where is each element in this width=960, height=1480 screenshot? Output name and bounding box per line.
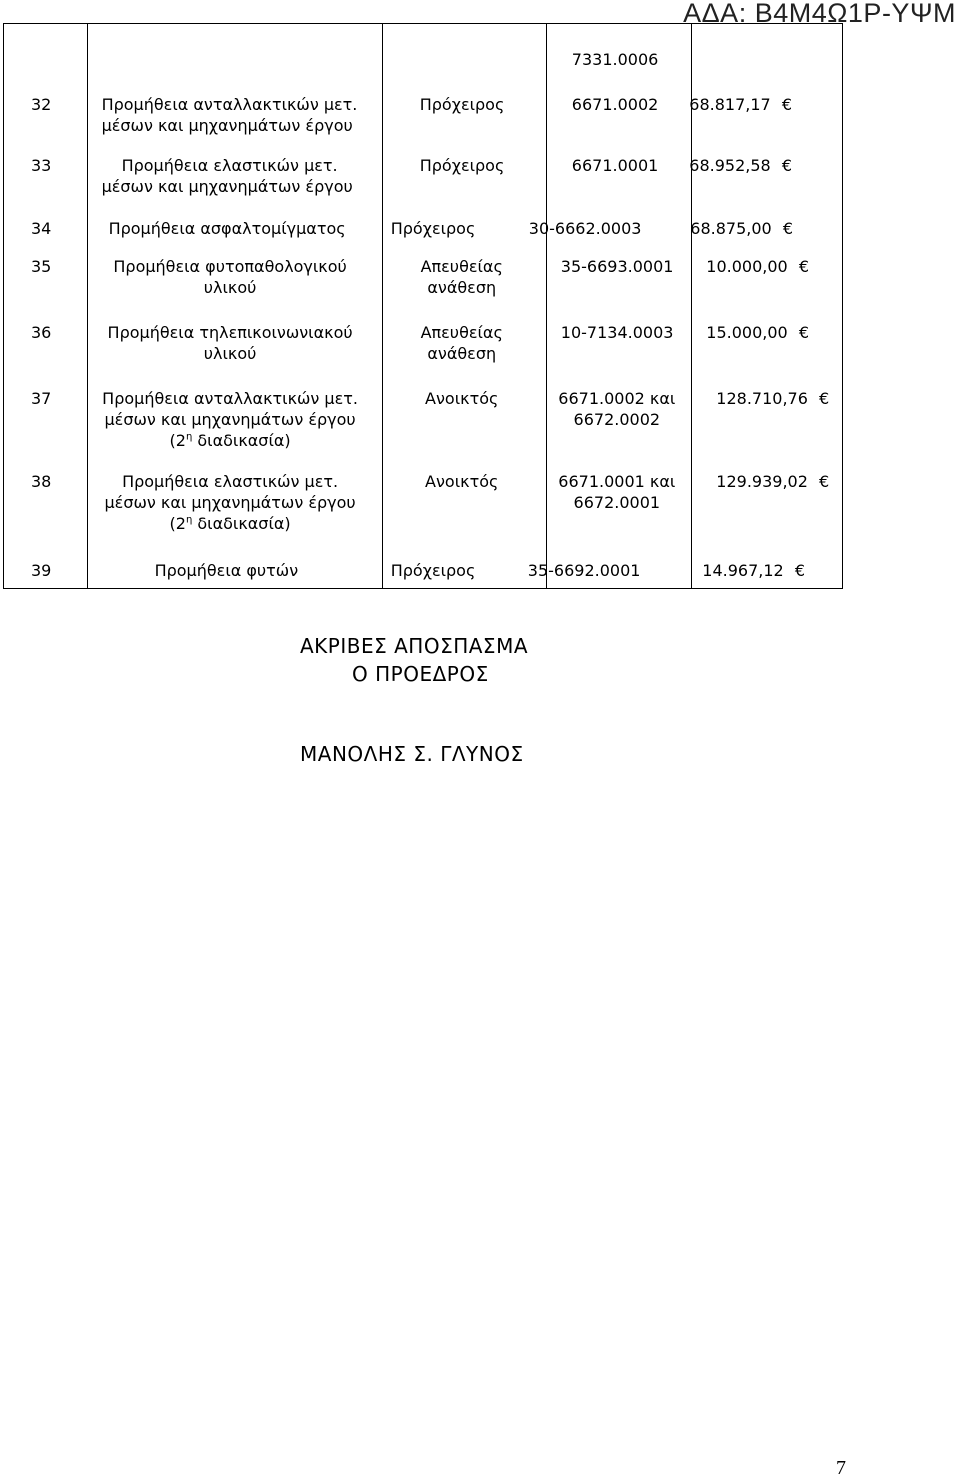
description-line: Προμήθεια ελαστικών μετ. [121,155,338,175]
description-line: Προμήθεια φυτών [154,560,299,580]
amount-value: 10.000,00 [706,256,788,276]
code-cell: 35-6693.0001 [560,256,674,276]
signer-name: ΜΑΝΟΛΗΣ Σ. ΓΛΥΝΟΣ [300,742,524,766]
code-line: 6671.0001 και [558,471,676,491]
code-line: 6672.0002 [573,409,661,429]
procedure-line: Απευθείας [420,256,503,276]
euro-icon: € [798,322,810,342]
table-row [4,552,843,589]
table-row [4,317,843,381]
amount-cell [690,218,793,239]
description-line: Προμήθεια ασφαλτομίγματος [108,218,346,238]
row-number: 36 [31,322,52,342]
description-line: μέσων και μηχανημάτων έργου [104,492,356,512]
euro-icon: € [819,471,830,491]
euro-icon: € [781,155,793,175]
amount-cell [702,560,805,581]
procedure-cell: Πρόχειρος [390,560,476,580]
amount-cell [706,322,809,343]
table-row [4,208,843,251]
code-cell: 6671.0002 [571,94,659,114]
president-title: Ο ΠΡΟΕΔΡΟΣ [352,662,489,686]
euro-icon: € [781,94,793,114]
row-number: 39 [31,560,52,580]
procedure-cell: Πρόχειρος [419,94,505,114]
row-number: 32 [31,94,52,114]
description-line: ($2^\eta$ διαδικασία) [169,513,291,533]
amount-value: 68.875,00 [690,218,772,238]
code-cell: 30-6662.0003 [528,218,642,238]
description-line: υλικού [203,343,257,363]
procedure-line: ανάθεση [427,277,497,297]
description-line: μέσων και μηχανημάτων έργου [101,176,353,196]
euro-icon: € [794,560,806,580]
amount-cell [716,388,829,409]
ada-watermark: ΑΔΑ: Β4Μ4Ω1Ρ-ΥΨΜ [683,0,956,28]
procedure-cell: Ανοικτός [425,388,499,408]
euro-icon: € [819,388,830,408]
table-row [4,24,843,80]
description-line: Προμήθεια τηλεπικοινωνιακού [107,322,353,342]
procedure-cell: Πρόχειρος [419,155,505,175]
code-line: 6671.0002 και [558,388,676,408]
amount-value: 68.817,17 [689,94,771,114]
procedure-line: ανάθεση [427,343,497,363]
description-line: μέσων και μηχανημάτων έργου [104,409,356,429]
table-row [4,144,843,208]
amount-value: 14.967,12 [702,560,784,580]
description-line: Προμήθεια ανταλλακτικών μετ. [101,94,358,114]
certified-extract-heading: ΑΚΡΙΒΕΣ ΑΠΟΣΠΑΣΜΑ [300,634,529,658]
row-number: 34 [31,218,52,238]
code-cell: 6671.0001 [571,155,659,175]
euro-icon: € [782,218,794,238]
row-number: 38 [31,471,52,491]
amount-value: 128.710,76 [716,388,808,408]
amount-cell [706,256,809,277]
row-number: 37 [31,388,52,408]
amount-cell [689,155,792,176]
procedure-cell: Ανοικτός [425,471,499,491]
amount-cell [689,94,792,115]
description-line: Προμήθεια ανταλλακτικών μετ. [102,388,358,408]
euro-icon: € [798,256,810,276]
description-line: ($2^\eta$ διαδικασία) [169,430,291,450]
code-cell: 10-7134.0003 [560,322,674,342]
description-line: υλικού [203,277,257,297]
amount-value: 15.000,00 [706,322,788,342]
description-line: Προμήθεια φυτοπαθολογικού [113,256,347,276]
procedure-cell: Πρόχειρος [390,218,476,238]
description-line: Προμήθεια ελαστικών μετ. [122,471,339,491]
code-cell: 35-6692.0001 [527,560,641,580]
procurement-table [3,23,843,589]
code-cell: 7331.0006 [571,50,659,69]
amount-value: 129.939,02 [716,471,808,491]
table-row [4,251,843,317]
row-number: 35 [31,256,52,276]
description-line: μέσων και μηχανημάτων έργου [101,115,353,135]
row-number: 33 [31,155,52,175]
amount-value: 68.952,58 [689,155,771,175]
table-row [4,80,843,144]
code-line: 6672.0001 [573,492,661,512]
procedure-line: Απευθείας [420,322,503,342]
page-number: 7 [836,1457,846,1479]
amount-cell [716,471,829,492]
table-row [4,381,843,466]
table-row [4,466,843,552]
